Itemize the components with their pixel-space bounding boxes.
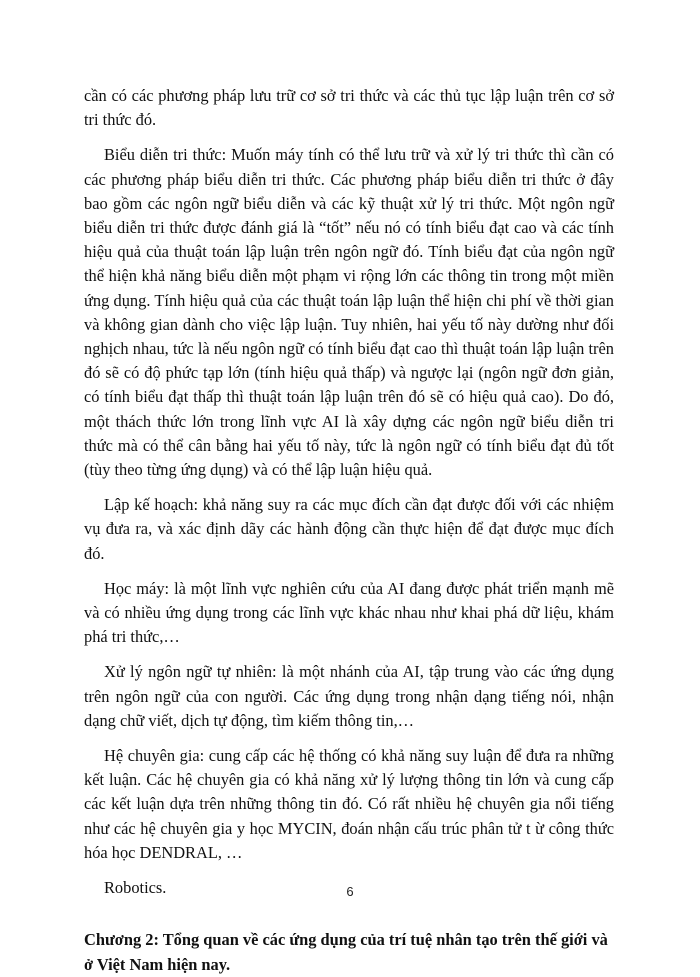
page-body (84, 84, 614, 977)
paragraph-machine-learning: Học máy: là một lĩnh vực nghiên cứu của AI đang được phát triển mạnh mẽ và có nhiều ứng dụng trong các lĩnh vực khác nhau như khai phá dữ liệu, khám phá tri thức,… (84, 578, 614, 647)
paragraph-knowledge-representation: Biểu diễn tri thức: Muốn máy tính có thể lưu trữ và xử lý tri thức thì cần có các phương pháp biểu diễn tri thức. Các phương pháp biểu diễn tri thức ở đây bao gồm các ngôn ngữ biểu diễn và các kỹ thuật xử lý tri thức. Một ngôn ngữ biểu diễn tri thức được đánh giá là “tốt” nếu nó có tính biểu đạt cao và các tính hiệu quả của thuật toán lập luận trên ngôn ngữ đó. Tính biểu đạt của ngôn ngữ thể hiện khả năng biểu diễn một phạm vi rộng lớn các thông tin trong một miền ứng dụng. Tính hiệu quả của các thuật toán lập luận thể hiện chi phí về thời gian và không gian dành cho việc lập luận. Tuy nhiên, hai yếu tố này dường như đối nghịch nhau, tức là nếu ngôn ngữ có tính biểu đạt cao thì thuật toán lập luận trên đó sẽ có độ phức tạp lớn (tính hiệu quả thấp) và ngược lại (ngôn ngữ đơn giản, có tính biểu đạt thấp thì thuật toán lập luận trên đó sẽ có hiệu quả cao). Do đó, một thách thức lớn trong lĩnh vực AI là xây dựng các ngôn ngữ biểu diễn tri thức mà có thể cân bằng hai yếu tố này, tức là ngôn ngữ có tính biểu đạt đủ tốt (tùy theo từng ứng dụng) và có thể lập luận hiệu quả. (84, 145, 614, 480)
paragraph-robotics: Robotics. (104, 878, 167, 898)
paragraph-natural-language-processing: Xử lý ngôn ngữ tự nhiên: là một nhánh của AI, tập trung vào các ứng dụng trên ngôn ngữ của con người. Các ứng dụng trong nhận dạng tiếng nói, nhận dạng chữ viết, dịch tự động, tìm kiếm thông tin,… (84, 662, 614, 730)
chapter-heading: Chương 2: Tổng quan về các ứng dụng của trí tuệ nhân tạo trên thế giới và ở Việt Nam hiện nay. (84, 930, 608, 974)
paragraph-expert-systems: Hệ chuyên gia: cung cấp các hệ thống có khả năng suy luận để đưa ra những kết luận. Các hệ chuyên gia có khả năng xử lý lượng thông tin lớn và cung cấp các kết luận dựa trên những thông tin đó. Có rất nhiều hệ chuyên gia nổi tiếng như các hệ chuyên gia y học MYCIN, đoán nhận cấu trúc phân tử t ừ công thức hóa học DENDRAL, … (84, 746, 614, 862)
page-number: 6 (346, 884, 354, 899)
paragraph-intro-continuation: cần có các phương pháp lưu trữ cơ sở tri thức và các thủ tục lập luận trên cơ sở tri thức đó. (84, 86, 614, 130)
paragraph-planning: Lập kế hoạch: khả năng suy ra các mục đích cần đạt được đối với các nhiệm vụ đưa ra, và xác định dãy các hành động cần thực hiện để đạt được mục đích đó. (84, 495, 614, 563)
